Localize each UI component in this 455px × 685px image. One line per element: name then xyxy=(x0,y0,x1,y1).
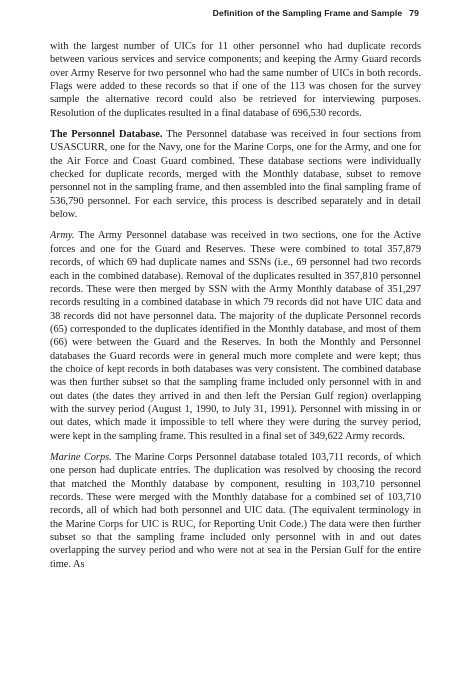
paragraph-text: The Army Personnel database was received in two sections, one for the Active forces and one for the Guard and Reserves. These were combined to total 357,879 records, of which 69 had duplicate names and SSNs (i.e., 69 personnel had two records each in the combined database). Removal of the duplicates resulted in 357,810 personnel records. These were then merged by SSN with the Army Monthly database of 351,297 records resulting in a combined database in which 79 records did not have UIC data and 38 records did not have personnel data. The majority of the duplicate Personnel records (65) corresponded to the duplicates identified in the Monthly database, and most of them (66) were between the Guard and the Reserves. In both the Monthly and Personnel databases the Guard records were in general much more complete and were kept; thus the choice of kept records in both databases was very consistent. The combined database was then further subset so that the sampling frame included only personnel with in and out dates (the dates they arrived in and then left the Persian Gulf region) overlapping with the survey period (August 1, 1990, to July 31, 1991). Personnel with missing in or out dates, which made it impossible to tell where they were during the survey period, were kept in the sampling frame. This resulted in a final set of 349,622 Army records. xyxy=(50,230,421,442)
page-number: 79 xyxy=(409,8,419,18)
section-heading-personnel-database: The Personnel Database. xyxy=(50,129,163,141)
subsection-heading-army: Army. xyxy=(50,230,75,242)
running-head xyxy=(213,8,419,18)
paragraph-marine-corps xyxy=(50,451,421,571)
paragraph-text: The Personnel database was received in four sections from USASCURR, one for the Navy, one for the Marine Corps, one for the Army, and one for the Air Force and Coast Guard combined. These database sections were individually checked for duplicate records, merged with the Monthly database, subset to remove personnel not in the sampling frame, and then assembled into the final sampling frame of 536,790 personnel. For each service, this process is described separately and in detail below. xyxy=(50,129,421,221)
paragraph-text: with the largest number of UICs for 11 other personnel who had duplicate records between various services and service components; and keeping the Army Guard records over Army Reserve for two personnel who had the same number of UICs in both records. Flags were added to these records so that if one of the 113 was chosen for the survey sample the alternative record could also be retrieved for interviewing purposes. Resolution of the duplicates resulted in a final database of 696,530 records. xyxy=(50,41,421,119)
paragraph-personnel-database xyxy=(50,128,421,221)
subsection-heading-marine-corps: Marine Corps. xyxy=(50,451,112,463)
paragraph-continued xyxy=(50,40,421,120)
paragraph-text: The Marine Corps Personnel database totaled 103,711 records, of which one person had duplicate entries. The duplication was resolved by choosing the record that matched the Monthly database by component, resulting in 103,710 personnel records. These were merged with the Monthly database for a combined set of 103,710 records, all of which had both personnel and UIC data. (The equivalent terminology in the Marine Corps for UIC is RUC, for Reporting Unit Code.) The data were then further subset so that the sampling frame included only personnel with in and out dates overlapping the survey period and who were not at sea in the Persian Gulf for the entire time. As xyxy=(50,451,421,570)
body-text xyxy=(50,40,421,579)
paragraph-army xyxy=(50,229,421,443)
running-title: Definition of the Sampling Frame and Sample xyxy=(212,8,403,18)
